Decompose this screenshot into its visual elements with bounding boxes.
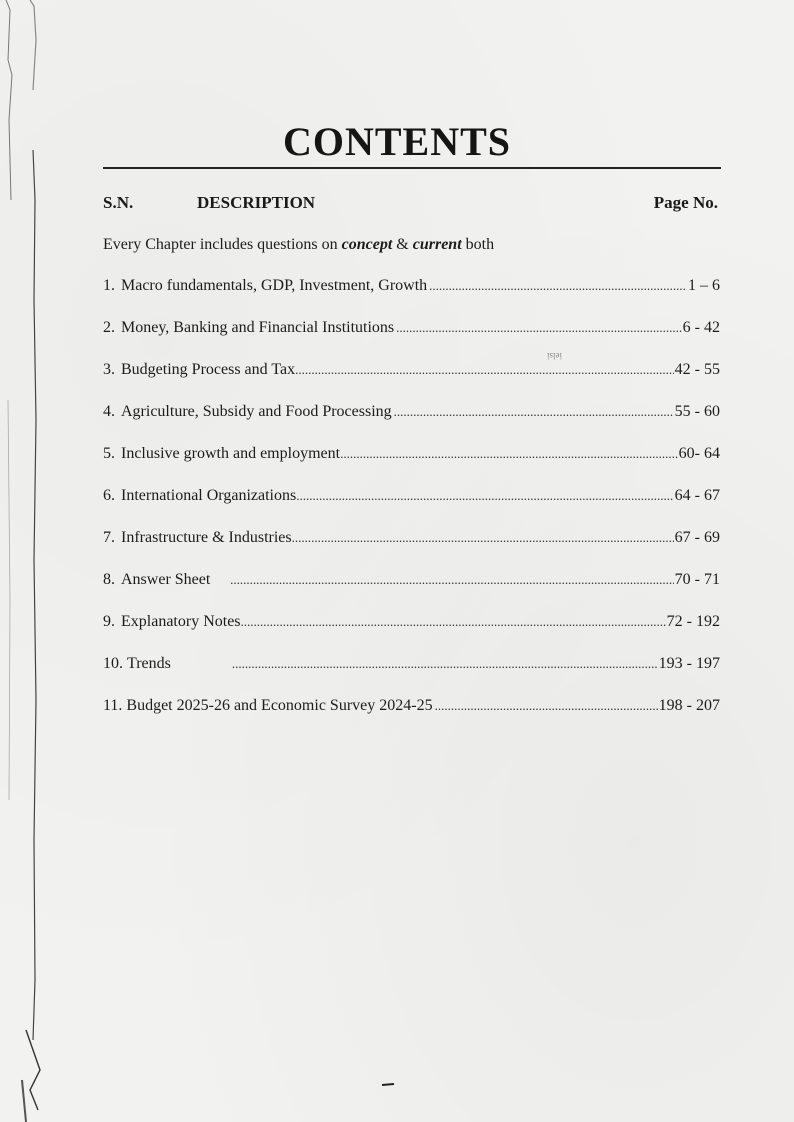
toc-entry-leader xyxy=(429,278,687,294)
toc-entry-1 xyxy=(103,277,720,301)
toc-entry-label: Agriculture, Subsidy and Food Processing xyxy=(121,403,392,420)
toc-entry-8 xyxy=(103,571,720,595)
toc-entry-pages: 198 - 207 xyxy=(658,697,720,714)
toc-entry-number: 9. xyxy=(103,613,115,630)
toc-entry-pages: 193 - 197 xyxy=(658,655,720,672)
toc-entry-10 xyxy=(103,655,720,679)
title-rule xyxy=(103,167,721,169)
toc-entry-label: Budget 2025-26 and Economic Survey 2024-25 xyxy=(126,697,433,714)
intro-suffix: both xyxy=(461,236,495,253)
toc-entry-leader xyxy=(396,320,682,336)
toc-entry-7 xyxy=(103,529,720,553)
intro-line xyxy=(103,236,494,254)
toc-entry-leader xyxy=(394,404,674,420)
toc-entry-pages: 67 - 69 xyxy=(674,529,720,546)
toc-entry-2 xyxy=(103,319,720,343)
toc-entry-label: Money, Banking and Financial Institutions xyxy=(121,319,395,336)
toc-entry-leader xyxy=(232,656,658,672)
toc-entry-3 xyxy=(103,361,720,385)
toc-entry-pages: 1 – 6 xyxy=(688,277,720,294)
toc-entry-leader xyxy=(435,698,658,714)
toc-entry-pages: 70 - 71 xyxy=(674,571,720,588)
toc-entry-pages: 55 - 60 xyxy=(674,403,720,420)
toc-entry-pages: 64 - 67 xyxy=(674,487,720,504)
toc-entry-number: 1. xyxy=(103,277,115,294)
toc-entry-label: Explanatory Notes xyxy=(121,613,241,630)
toc-entry-pages: 72 - 192 xyxy=(666,613,720,630)
header-sn: S.N. xyxy=(103,193,134,212)
toc-entry-leader xyxy=(295,362,674,378)
toc-entry-label: Inclusive growth and employment xyxy=(121,445,341,462)
intro-prefix: Every Chapter includes questions on xyxy=(103,236,342,253)
toc-entry-label: Macro fundamentals, GDP, Investment, Growth xyxy=(121,277,428,294)
header-page-no: Page No. xyxy=(653,193,718,212)
toc-entry-6 xyxy=(103,487,720,511)
toc-entry-number: 10. xyxy=(103,655,123,672)
toc-entry-number: 8. xyxy=(103,571,115,588)
toc-entry-pages: 6 - 42 xyxy=(682,319,720,336)
intro-word-current: current xyxy=(412,236,462,253)
toc-entry-leader xyxy=(230,572,674,588)
toc-entry-9 xyxy=(103,613,720,637)
toc-entry-pages: 60- 64 xyxy=(678,445,720,462)
toc-entry-11 xyxy=(103,697,720,721)
toc-entry-number: 4. xyxy=(103,403,115,420)
toc-entry-label: Budgeting Process and Tax xyxy=(121,361,296,378)
binding-edge-marks xyxy=(0,0,44,1122)
intro-word-concept: concept xyxy=(341,236,393,253)
toc-entry-leader xyxy=(296,488,673,504)
toc-entry-label: International Organizations xyxy=(121,487,297,504)
toc-entry-label: Answer Sheet xyxy=(121,571,211,588)
toc-entry-number: 11. xyxy=(103,697,123,714)
toc-entry-number: 6. xyxy=(103,487,115,504)
toc-entry-number: 2. xyxy=(103,319,115,336)
intro-joiner: & xyxy=(392,236,413,253)
toc-entry-4 xyxy=(103,403,720,427)
toc-entry-5 xyxy=(103,445,720,469)
toc-entry-leader xyxy=(340,446,678,462)
toc-entry-number: 5. xyxy=(103,445,115,462)
toc-entry-leader xyxy=(241,614,666,630)
toc-entry-label: Infrastructure & Industries xyxy=(121,529,292,546)
toc-entry-leader xyxy=(292,530,674,546)
toc-entry-number: 7. xyxy=(103,529,115,546)
toc-entry-label: Trends xyxy=(127,655,171,672)
page-title: CONTENTS xyxy=(282,119,512,164)
toc-entry-number: 3. xyxy=(103,361,115,378)
toc-entry-pages: 42 - 55 xyxy=(674,361,720,378)
scan-speck-mark xyxy=(380,1080,400,1090)
header-description: DESCRIPTION xyxy=(197,193,316,212)
faint-stamp-text: ielsi xyxy=(547,351,562,361)
